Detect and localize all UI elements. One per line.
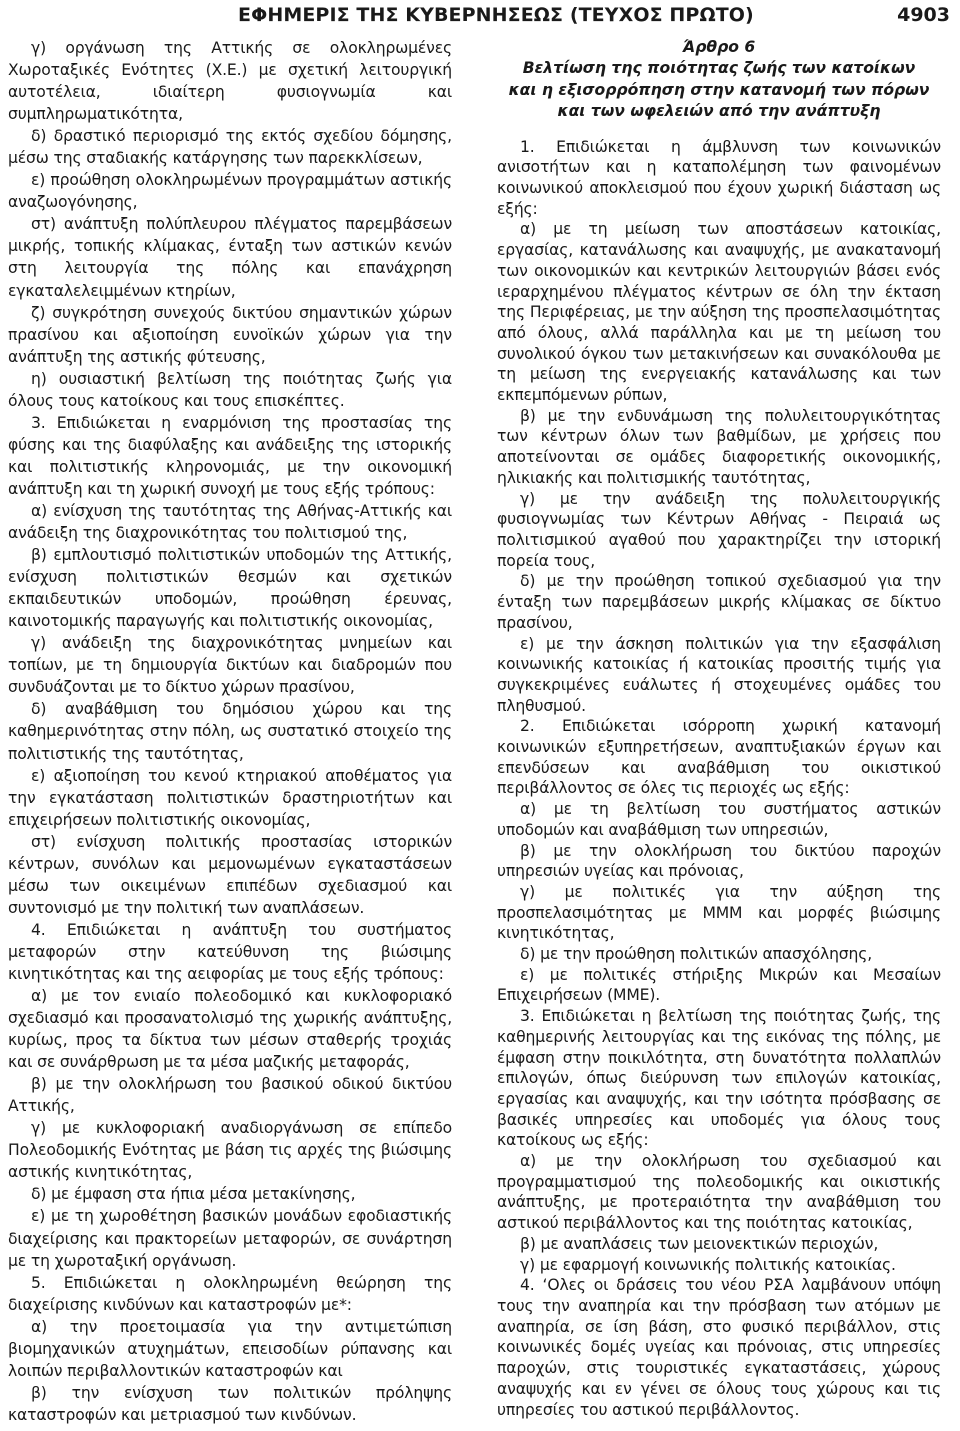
paragraph: 4. Επιδιώκεται η ανάπτυξη του συστήματος μεταφορών στην κατεύθυνση της βιώσιμης κινητικότητας και της αειφορίας με τους εξής τρόπους:	[8, 920, 452, 983]
paragraph: β) με την ολοκλήρωση του βασικού οδικού δικτύου Αττικής,	[8, 1075, 452, 1116]
paragraph: ε) προώθηση ολοκληρωμένων προγραμμάτων αστικής αναζωογόνησης,	[8, 171, 452, 212]
paragraph: γ) οργάνωση της Αττικής σε ολοκληρωμένες Χωροταξικές Ενότητες (Χ.Ε.) με σχετική λειτουργική αυτοτέλεια, ιδιαίτερη φυσιογνωμία και συμπληρωματικότητα,	[8, 39, 452, 124]
paragraph: 1. Επιδιώκεται η άμβλυνση των κοινωνικών ανισοτήτων και η καταπολέμηση των φαινομένων κοινωνικού αποκλεισμού που έχουν χωρική διάσταση ως εξής:	[497, 137, 941, 218]
paragraph: γ) με την ανάδειξη της πολυλειτουργικής φυσιογνωμίας των Κέντρων Αθήνας - Πειραιά ως πολιτισμικού αγαθού που χαρακτηρίζει την ιστορική πορεία τους,	[497, 489, 941, 570]
paragraph: ε) με πολιτικές στήριξης Μικρών και Μεσαίων Επιχειρήσεων (ΜΜΕ).	[497, 965, 941, 1005]
paragraph: 2. Επιδιώκεται ισόρροπη χωρική κατανομή κοινωνικών εξυπηρετήσεων, αναπτυξιακών έργων και επενδύσεων και αναβάθμιση του οικιστικού περιβάλλοντος σε όλες τις περιοχές ως εξής:	[497, 717, 941, 798]
paragraph: γ) με κυκλοφοριακή αναδιοργάνωση σε επίπεδο Πολεοδομικής Ενότητας με βάση τις αρχές της βιώσιμης αστικής κινητικότητας,	[8, 1119, 452, 1182]
paragraph: δ) δραστικό περιορισμό της εκτός σχεδίου δόμησης, μέσω της σταδιακής κατάργησης των παρεκκλίσεων,	[8, 127, 452, 168]
paragraph: ε) αξιοποίηση του κενού κτηριακού αποθέματος για την εγκατάσταση πολιτιστικών δραστηριοτήτων και επιχειρήσεων πολιτιστικής οικονομίας,	[8, 766, 452, 829]
paragraph: α) με τη βελτίωση του συστήματος αστικών υποδομών και αναβάθμιση των υπηρεσιών,	[497, 800, 941, 839]
paragraph: β) εμπλουτισμό πολιτιστικών υποδομών της Αττικής, ενίσχυση πολιτιστικών θεσμών και σχετικών εκπαιδευτικών υποδομών, προώθηση έρευνας, καινοτομικής παραγωγής και πολιτιστικής οικονομίας,	[8, 546, 452, 631]
article-title-line: και των ωφελειών από την ανάπτυξη	[557, 102, 881, 121]
paragraph: 4. ‘Ολες οι δράσεις του νέου ΡΣΑ λαμβάνουν υπόψη τους την αναπηρία και την πρόσβαση των ατόμων με αναπηρία, σε ίση βάση, στο φυσικό περιβάλλον, στις κοινωνικές δομές υγείας και πρόνοιας, στις υπηρεσίες παροχών, στις τουριστικές εγκαταστάσεις, χώρους αναψυχής και εν γένει σε όλους τους χώρους και τις υπηρεσίες του αστικού περιβάλλοντος.	[497, 1276, 941, 1419]
article-heading	[497, 37, 941, 123]
paragraph: 5. Επιδιώκεται η ολοκληρωμένη θεώρηση της διαχείρισης κινδύνων και καταστροφών με*:	[8, 1273, 452, 1314]
paragraph: β) με την ενδυνάμωση της πολυλειτουργικότητας των κέντρων όλων των βαθμίδων, με χρήσεις που αποτείνονται σε ομάδες διαφορετικής οικονομικής, ηλικιακής και πολιτισμικής ταυτότητας,	[497, 406, 941, 487]
paragraph: δ) με έμφαση στα ήπια μέσα μετακίνησης,	[31, 1185, 356, 1204]
paragraph: α) με την ολοκλήρωση του σχεδιασμού και προγραμματισμού της πολεοδομικής και οικιστικής ανάπτυξης, με προτεραιότητα την αναβάθμιση του αστικού περιβάλλοντος και της ποιότητας κατοικίας,	[497, 1152, 941, 1233]
paragraph: γ) ανάδειξη της διαχρονικότητας μνημείων και τοπίων, με τη δημιουργία δικτύων και διαδρομών που συνδυάζονται με το δίκτυο χώρων πρασίνου,	[8, 634, 452, 697]
paragraph: α) την προετοιμασία για την αντιμετώπιση βιομηχανικών ατυχημάτων, επεισοδίων ρύπανσης και λοιπών περιβαλλοντικών καταστροφών και	[8, 1317, 452, 1380]
left-column	[8, 37, 452, 1426]
gazette-header	[238, 4, 950, 34]
paragraph: α) με τη μείωση των αποστάσεων κατοικίας, εργασίας, κατανάλωσης και αναψυχής, με ανακατανομή των οικονομικών και κεντρικών λειτουργιών βάσει ενός ιεραρχημένου πλέγματος κέντρων σε όλη την έκταση της Περιφέρειας, με την αύξηση της προσπελασιμότητας από όλους, αλλά παράλληλα και με τη μείωση του συνολικού όγκου των μετακινήσεων και συνακόλουθα με τη μείωση της ενεργειακής κατανάλωσης και των εκπεμπόμενων ρύπων,	[497, 220, 941, 405]
paragraph: β) την ενίσχυση των πολιτικών πρόληψης καταστροφών και μετριασμού των κινδύνων.	[8, 1383, 452, 1424]
paragraph: δ) με την προώθηση τοπικού σχεδιασμού για την ένταξη των παρεμβάσεων μικρής κλίμακας σε δίκτυο πρασίνου,	[497, 572, 941, 632]
paragraph: ε) με τη χωροθέτηση βασικών μονάδων εφοδιαστικής διαχείρισης και πρακτορείων μεταφορών, σε συνάρτηση με τη χωροταξική οργάνωση.	[8, 1207, 452, 1270]
paragraph: η) ουσιαστική βελτίωση της ποιότητας ζωής για όλους τους κατοίκους και τους επισκέπτες.	[8, 369, 452, 410]
paragraph: ζ) συγκρότηση συνεχούς δικτύου σημαντικών χώρων πρασίνου και αξιοποίηση ευνοϊκών χώρων για την ανάπτυξη της αστικής φύτευσης,	[8, 303, 452, 366]
right-column	[497, 37, 941, 1420]
paragraph: δ) αναβάθμιση του δημόσιου χώρου και της καθημερινότητας στην πόλη, ως συστατικό στοιχείο της πολιτιστικής της ταυτότητας,	[8, 700, 452, 763]
paragraph: στ) ανάπτυξη πολύπλευρου πλέγματος παρεμβάσεων μικρής, τοπικής κλίμακας, ένταξη των αστικών κενών στη λειτουργία της πόλης και επανάχρηση εγκαταλελειμμένων κτηρίων,	[8, 215, 452, 300]
article-title-line: και η εξισορρόπηση στην κατανομή των πόρων	[508, 80, 930, 99]
paragraph: γ) με πολιτικές για την αύξηση της προσπελασιμότητας με ΜΜΜ και μορφές βιώσιμης κινητικότητας,	[497, 882, 941, 943]
paragraph: ε) με την άσκηση πολιτικών για την εξασφάλιση κοινωνικής κατοικίας ή κατοικίας προσιτής τιμής για συγκεκριμένες ευάλωτες ή στοχευμένες ομάδες του πληθυσμού.	[497, 634, 941, 715]
paragraph: α) ενίσχυση της ταυτότητας της Αθήνας-Αττικής και ανάδειξη της διαχρονικότητας του πολιτισμού της,	[8, 501, 452, 543]
paragraph: β) με αναπλάσεις των μειονεκτικών περιοχών,	[520, 1234, 879, 1253]
article-number: Άρθρο 6	[682, 38, 756, 56]
paragraph: β) με την ολοκλήρωση του δικτύου παροχών υπηρεσιών υγείας και πρόνοιας,	[497, 841, 941, 881]
paragraph: 3. Επιδιώκεται η βελτίωση της ποιότητας ζωής, της καθημερινής λειτουργίας και της εικόνας της πόλης, με έμφαση στην ποικιλότητα, στη δυνατότητα πολλαπλών επιλογών, όπως διεύρυνση των επιλογών κατοικίας, εργασίας και αναψυχής, και την ισότητα πρόσβασης σε βασικές υπηρεσίες και υποδομές για όλους τους κατοίκους ως εξής:	[497, 1007, 941, 1150]
article-title-line: Βελτίωση της ποιότητας ζωής των κατοίκων	[522, 59, 916, 78]
paragraph: γ) με εφαρμογή κοινωνικής πολιτικής κατοικίας.	[520, 1255, 896, 1274]
page-number: 4903	[897, 4, 950, 26]
paragraph: 3. Επιδιώκεται η εναρμόνιση της προστασίας της φύσης και της διαφύλαξης και ανάδειξης της ιστορικής και πολιτιστικής κληρονομιάς, με την οικονομική ανάπτυξη και τη χωρική συνοχή με τους εξής τρόπους:	[8, 413, 452, 498]
gazette-title: ΕΦΗΜΕΡΙΣ ΤΗΣ ΚΥΒΕΡΝΗΣΕΩΣ (ΤΕΥΧΟΣ ΠΡΩΤΟ)	[238, 4, 754, 26]
paragraph: δ) με την προώθηση πολιτικών απασχόλησης,	[520, 945, 873, 964]
paragraph: α) με τον ενιαίο πολεοδομικό και κυκλοφοριακό σχεδιασμό και προσανατολισμό της χωρικής ανάπτυξης, κυρίως, προς τα δίκτυα των μέσων σταθερής τροχιάς και σε συνάρθρωση με τα μέσα μαζικής μεταφοράς,	[8, 987, 452, 1072]
paragraph: στ) ενίσχυση πολιτικής προστασίας ιστορικών κέντρων, συνόλων και μεμονωμένων εγκαταστάσεων μέσω των οικειμένων επιπέδων σχεδιασμού και συντονισμό με την πολιτική των αναπλάσεων.	[8, 832, 452, 917]
